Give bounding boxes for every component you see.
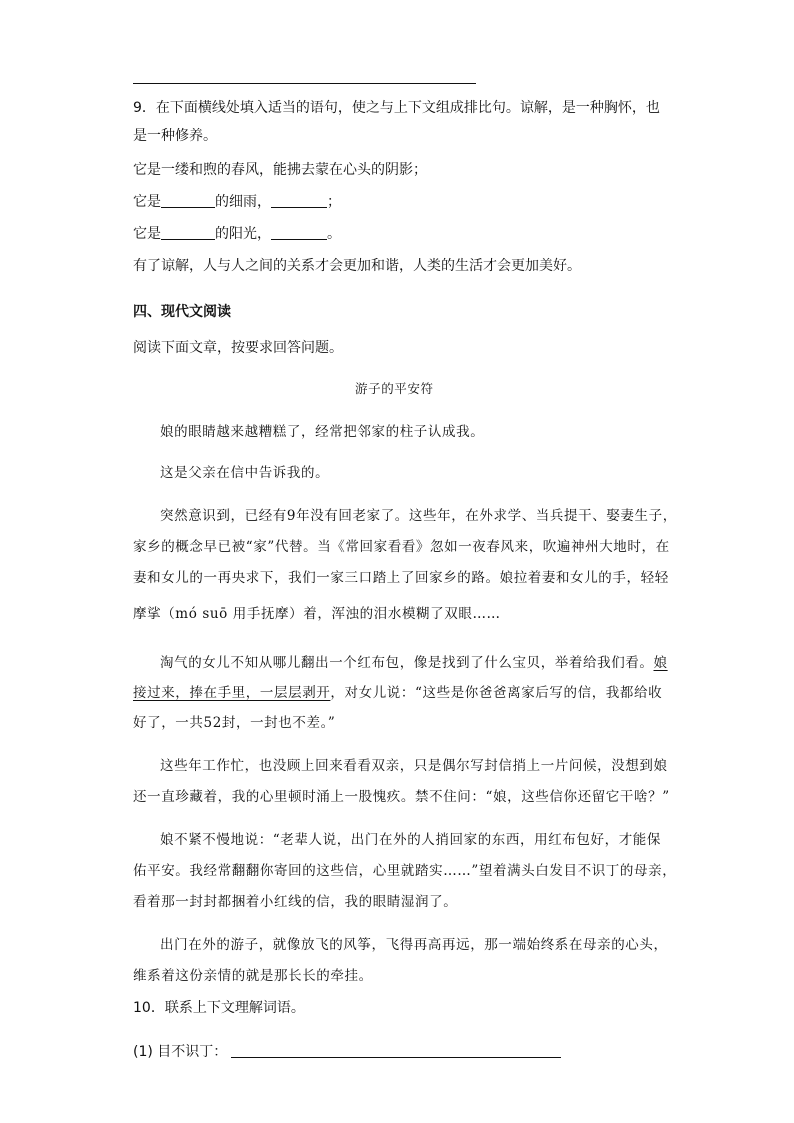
article-p3-line-1: 突然意识到，已经有9年没有回老家了。这些年，在外求学、当兵提干、娶妻生子， <box>160 508 677 524</box>
q9-line-4-mid: 的细雨， <box>215 194 271 210</box>
article-title: 游子的平安符 <box>355 381 434 396</box>
article-p4-line-1-text: 淘气的女儿不知从哪儿翻出一个红布包，像是找到了什么宝贝，举着给我们看。 <box>160 655 654 671</box>
q9-blank-2[interactable] <box>271 193 327 208</box>
article-p4-line-3: 好了，一共52封，一封也不差。” <box>133 715 336 731</box>
article-p6-line-3: 看着那一封封都捆着小红线的信，我的眼睛湿润了。 <box>133 894 458 910</box>
q9-blank-3[interactable] <box>161 225 215 240</box>
article-p5-line-2: 还一直珍藏着，我的心里顿时涌上一股愧疚。禁不住问：“娘，这些信你还留它干啥？” <box>133 789 670 805</box>
q9-line-5-start: 它是 <box>133 226 161 242</box>
q9-line-5-end: 。 <box>327 226 341 242</box>
section-instruction: 阅读下面文章，按要求回答问题。 <box>133 340 343 356</box>
q9-line-6: 有了谅解，人与人之间的关系才会更加和谐，人类的生活才会更加美好。 <box>133 258 581 274</box>
q9-line-4-start: 它是 <box>133 194 161 210</box>
q9-line-3: 它是一缕和煦的春风，能拂去蒙在心头的阴影； <box>133 162 427 178</box>
q10-prompt: 10．联系上下文理解词语。 <box>133 1000 305 1016</box>
article-p7-line-2: 维系着这份亲情的就是那长长的牵挂。 <box>133 968 373 984</box>
article-p6-line-2: 佑平安。我经常翻翻你寄回的这些信，心里就踏实……”望着满头白发目不识丁的母亲， <box>133 863 677 879</box>
article-p7-line-1: 出门在外的游子，就像放飞的风筝，飞得再高再远，那一端始终系在母亲的心头， <box>160 937 668 953</box>
q9-blank-4[interactable] <box>271 225 327 240</box>
article-p1: 娘的眼睛越来越糟糕了，经常把邻家的柱子认成我。 <box>160 424 485 440</box>
article-p3-line-4: 摩挲（mó suō 用手抚摩）着，浑浊的泪水模糊了双眼…… <box>133 606 501 622</box>
article-p3-line-3: 妻和女儿的一再央求下，我们一家三口踏上了回家乡的路。娘拉着妻和女儿的手，轻轻 <box>133 570 669 586</box>
q10-item-1-label: (1) 目不识丁： <box>133 1044 228 1060</box>
q9-line-5-mid: 的阳光， <box>215 226 271 242</box>
section-heading: 四、现代文阅读 <box>133 304 231 320</box>
article-p4-line-2 <box>133 683 662 703</box>
article-p6-line-1: 娘不紧不慢地说：“老辈人说，出门在外的人捎回家的东西，用红布包好，才能保 <box>160 832 662 848</box>
top-answer-line <box>133 83 476 84</box>
q10-answer-line[interactable] <box>231 1057 561 1058</box>
q9-line-5 <box>133 224 341 244</box>
article-p4-line-2-text: ，对女儿说：“这些是你爸爸离家后写的信，我都给收 <box>330 685 663 701</box>
article-p4-line-1 <box>160 653 668 673</box>
article-p5-line-1: 这些年工作忙，也没顾上回来看看双亲，只是偶尔写封信捎上一片问候，没想到娘 <box>160 758 668 774</box>
q9-blank-1[interactable] <box>161 193 215 208</box>
q9-line-2: 是一种修养。 <box>133 128 217 144</box>
underlined-phrase: 接过来，捧在手里，一层层剥开 <box>133 685 331 701</box>
article-p3-line-2: 家乡的概念早已被“家”代替。当《常回家看看》忽如一夜春风来，吹遍神州大地时，在 <box>133 539 670 555</box>
underlined-phrase-start: 娘 <box>653 655 668 671</box>
q9-line-4-end: ； <box>327 194 341 210</box>
q9-line-1: 9．在下面横线处填入适当的语句，使之与上下文组成排比句。谅解，是一种胸怀，也 <box>133 100 660 116</box>
q9-line-4 <box>133 192 341 212</box>
q10-item-1 <box>133 1042 227 1062</box>
article-p2: 这是父亲在信中告诉我的。 <box>160 465 330 481</box>
